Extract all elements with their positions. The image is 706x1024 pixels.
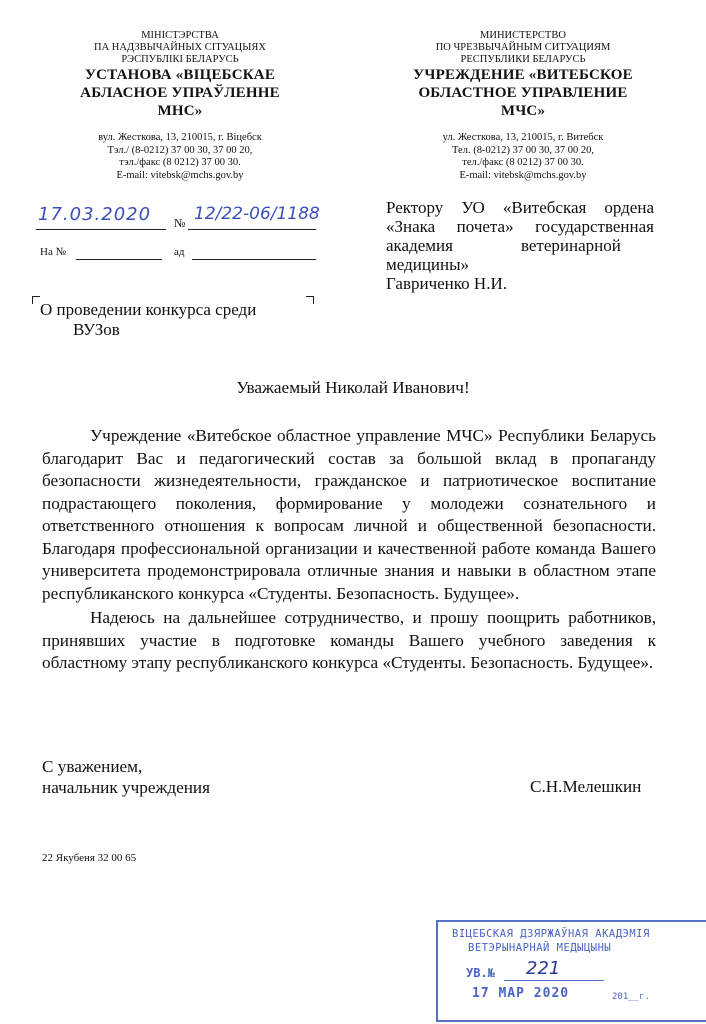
left-address-line: тэл./факс (8 0212) 37 00 30. <box>119 157 241 168</box>
number-sign: № <box>174 216 186 230</box>
signatory-name: С.Н.Мелешкин <box>530 777 642 796</box>
stamp-year: 201__г. <box>612 992 650 1002</box>
corner-mark-right <box>306 296 314 304</box>
right-address-line: тел./факс (8 0212) 37 00 30. <box>462 157 584 168</box>
right-org-name: УЧРЕЖДЕНИЕ «ВИТЕБСКОЕ <box>413 67 633 83</box>
right-org-name: ОБЛАСТНОЕ УПРАВЛЕНИЕ МЧС» <box>418 85 628 119</box>
letter-body <box>42 425 656 675</box>
stamp-line: ВІЦЕБСКАЯ ДЗЯРЖАЎНАЯ АКАДЭМІЯ <box>452 928 650 940</box>
stamp-date: 17 МАР 2020 <box>472 986 570 1001</box>
left-ministry-line: МІНІСТЭРСТВА <box>141 30 219 41</box>
subject-line: О проведении конкурса среди <box>40 300 257 319</box>
left-address-line: Тэл./ (8-0212) 37 00 30, 37 00 20, <box>107 144 253 156</box>
left-ministry-line: РЭСПУБЛІКІ БЕЛАРУСЬ <box>121 54 239 65</box>
executor-note: 22 Якубеня 32 00 65 <box>42 852 137 864</box>
left-header <box>60 30 300 182</box>
closing-line: начальник учреждения <box>42 778 211 797</box>
stamp-line: ВЕТЭРЫНАРНАЙ МЕДЫЦЫНЫ <box>468 942 612 954</box>
right-address-line: E-mail: vitebsk@mchs.gov.by <box>459 169 587 181</box>
left-address-line: вул. Жесткова, 13, 210015, г. Віцебск <box>98 132 262 143</box>
left-address-line: E-mail: vitebsk@mchs.gov.by <box>116 169 244 181</box>
incoming-stamp <box>436 920 706 1022</box>
ad-label: ад <box>174 246 185 258</box>
left-org-name: АБЛАСНОЕ УПРАЎЛЕННЕ МНС» <box>80 85 280 119</box>
addressee-line: Ректору УО «Витебская ордена <box>386 198 654 217</box>
left-org-name: УСТАНОВА «ВІЦЕБСКАЕ <box>84 67 276 83</box>
addressee-block <box>386 198 654 293</box>
registration-block <box>36 204 326 264</box>
right-address-line: ул. Жесткова, 13, 210015, г. Витебск <box>442 132 604 143</box>
right-ministry-line: РЕСПУБЛИКИ БЕЛАРУСЬ <box>460 54 586 65</box>
addressee-line: академия ветеринарной <box>386 236 621 255</box>
closing-line: С уважением, <box>42 757 143 776</box>
addressee-line: медицины» <box>386 255 470 274</box>
signature-closing <box>42 756 210 798</box>
na-label: На № <box>40 246 67 258</box>
subject-line: ВУЗов <box>73 320 120 339</box>
right-address-line: Тел. (8-0212) 37 00 30, 37 00 20, <box>452 144 594 156</box>
subject-block <box>32 296 322 346</box>
greeting: Уважаемый Николай Иванович! <box>236 378 470 397</box>
stamp-underline <box>504 980 604 981</box>
registration-number: 12/22-06/1188 <box>194 204 320 224</box>
na-underline <box>76 259 162 260</box>
right-ministry-line: МИНИСТЕРСТВО <box>480 30 566 41</box>
body-paragraph: Надеюсь на дальнейшее сотрудничество, и прошу поощрить работников, принявших участие в подготовке команды Вашего учебного заведения к областному этапу республиканского конкурса «Студенты. Безопасность. Будущее». <box>42 608 656 672</box>
addressee-line: «Знака почета» государственная <box>386 217 654 236</box>
subject-text <box>40 300 256 340</box>
right-ministry-line: ПО ЧРЕЗВЫЧАЙНЫМ СИТУАЦИЯМ <box>435 42 611 53</box>
stamp-in-number: 221 <box>526 958 561 979</box>
right-header <box>398 30 648 182</box>
number-underline <box>188 229 316 230</box>
addressee-line: Гавриченко Н.И. <box>386 274 507 293</box>
stamp-in-label: УВ.№ <box>466 966 495 980</box>
registration-date: 17.03.2020 <box>38 204 152 225</box>
date-underline <box>36 229 166 230</box>
left-ministry-line: ПА НАДЗВЫЧАЙНЫХ СІТУАЦЫЯХ <box>94 42 266 53</box>
body-paragraph: Учреждение «Витебское областное управление МЧС» Республики Беларусь благодарит Вас и педагогический состав за большой вклад в пропаганду безопасности жизнедеятельности, гражданское и патриотическое воспитание подрастающего поколения, формирование у молодежи сознательного и ответственного отношения к вопросам личной и общественной безопасности. Благодаря профессиональной организации и качественной работе команда Вашего университета продемонстрировала отличные знания и навыки в областном этапе республиканского конкурса «Студенты. Безопасность. Будущее». <box>42 426 656 603</box>
ad-underline <box>192 259 316 260</box>
corner-mark-left <box>32 296 40 304</box>
